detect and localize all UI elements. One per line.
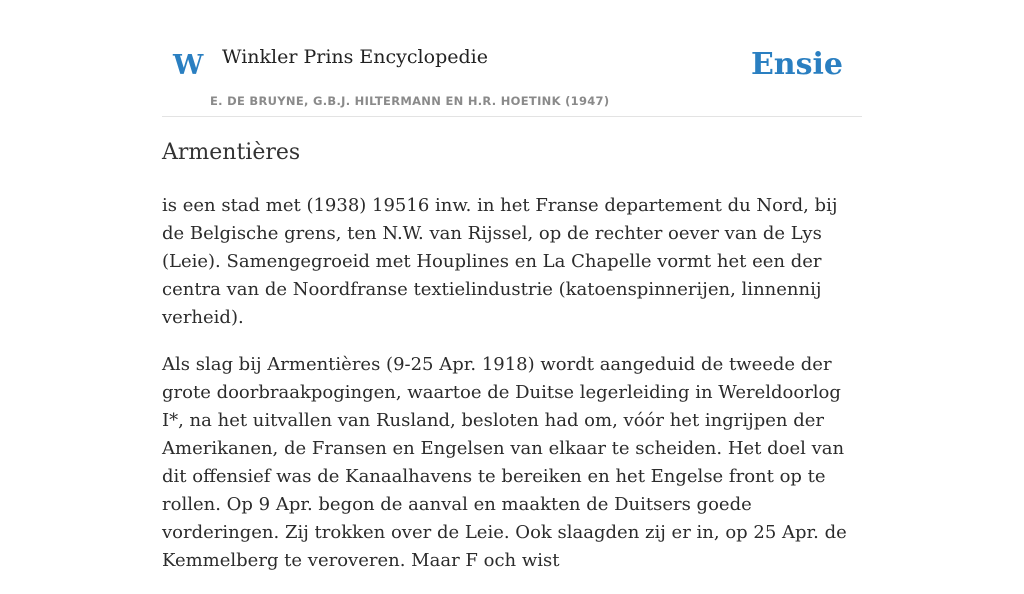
article-paragraph: Als slag bij Armentières (9-25 Apr. 1918) wordt aangeduid de tweede der grote doorbraakpogingen, waartoe de Duitse legerleiding in Wereldoorlog I*, na het uitvallen van Rusland, besloten had om, vóór het ingrijpen der Amerikanen, de Fransen en Engelsen van elkaar te scheiden. Het doel van dit offensief was de Kanaalhavens te bereiken en het Engelse front op te rollen. Op 9 Apr. begon de aanval en maakten de Duitsers goede vorderingen. Zij trokken over de Leie. Ook slaagden zij er in, op 25 Apr. de Kemmelberg te veroveren. Maar F och wist xyxy=(162,354,847,571)
byline: E. DE BRUYNE, G.B.J. HILTERMANN EN H.R. HOETINK (1947) xyxy=(210,94,610,108)
site-header xyxy=(162,0,862,117)
article-body xyxy=(162,192,852,594)
site-logo-icon[interactable]: W xyxy=(173,50,204,81)
site-title[interactable]: Winkler Prins Encyclopedie xyxy=(222,46,488,68)
article-paragraph: is een stad met (1938) 19516 inw. in het Franse departement du Nord, bij de Belgische grens, ten N.W. van Rijssel, op de rechter oever van de Lys (Leie). Samengegroeid met Houplines en La Chapelle vormt het een der centra van de Noordfranse textielindustrie (katoenspinnerijen, linnennij verheid). xyxy=(162,195,838,328)
article-title: Armentières xyxy=(162,140,301,165)
brand-logo[interactable]: Ensie xyxy=(750,47,843,82)
page xyxy=(162,0,862,571)
